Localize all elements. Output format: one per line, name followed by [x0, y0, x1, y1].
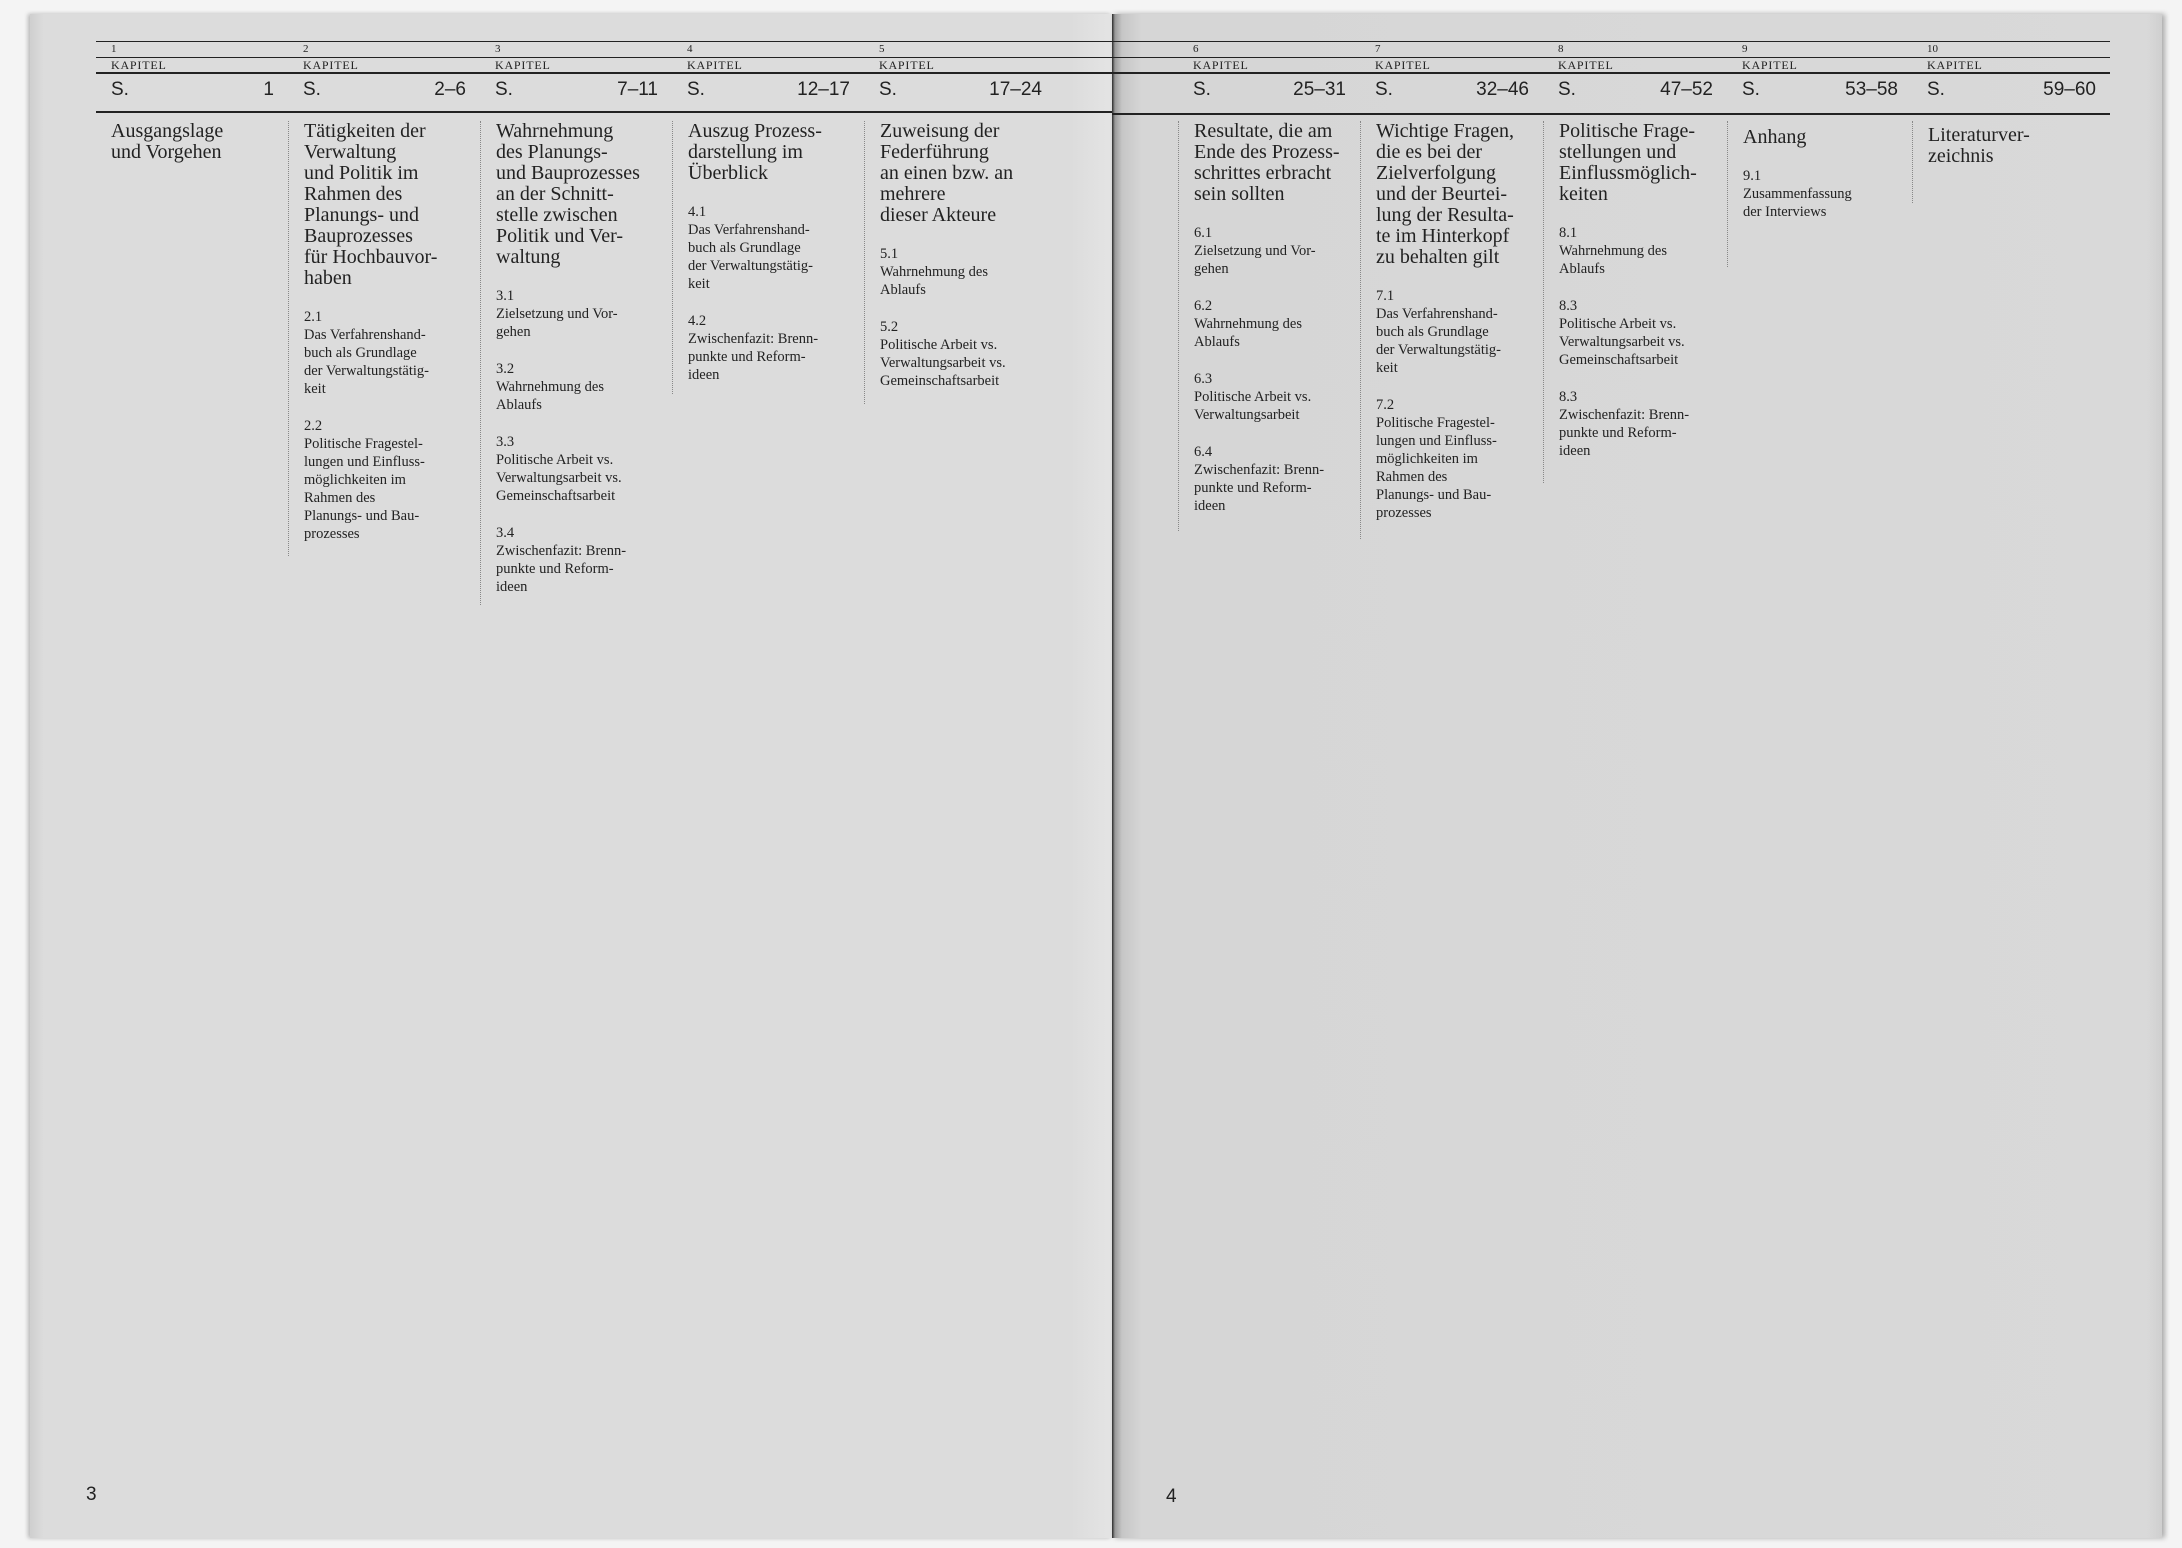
chapter-number: 7: [1375, 43, 1381, 55]
chapter-page-range: S. 1: [111, 79, 274, 100]
chapter-column: [1912, 14, 2110, 1538]
section-entry[interactable]: 7.1 Das Verfahrenshand- buch als Grundlage der Verwaltungstätig- keit: [1376, 288, 1501, 376]
chapter-number: 10: [1927, 43, 1938, 55]
chapter-page-range: S. 53–58: [1742, 79, 1898, 100]
section-entry[interactable]: 3.4 Zwischenfazit: Brenn- punkte und Reform- ideen: [496, 525, 627, 595]
chapter-body: [1178, 121, 1350, 531]
chapter-kapitel-label: KAPITEL: [495, 58, 551, 72]
chapter-number: 8: [1558, 43, 1564, 55]
section-entry[interactable]: 2.1 Das Verfahrenshand- buch als Grundlage der Verwaltungstätig- keit: [304, 309, 429, 397]
chapter-column: [1727, 14, 1912, 1538]
chapter-number: 3: [495, 43, 501, 55]
chapter-page-range: S. 7–11: [495, 79, 658, 100]
chapter-title[interactable]: Anhang: [1743, 126, 1807, 148]
chapter-page-range: S. 47–52: [1558, 79, 1713, 100]
chapter-title[interactable]: Zuweisung der Federführung an einen bzw. an mehrere dieser Akteure: [880, 120, 1014, 226]
chapter-body: [1543, 121, 1707, 483]
chapter-page-range: S. 2–6: [303, 79, 466, 100]
section-entry[interactable]: 8.3 Politische Arbeit vs. Verwaltungsarbeit vs. Gemeinschaftsarbeit: [1559, 298, 1685, 368]
section-entry[interactable]: 8.3 Zwischenfazit: Brenn- punkte und Reform- ideen: [1559, 389, 1690, 459]
chapter-kapitel-label: KAPITEL: [111, 58, 167, 72]
chapter-page-range: S. 17–24: [879, 79, 1042, 100]
chapter-kapitel-label: KAPITEL: [303, 58, 359, 72]
section-entry[interactable]: 2.2 Politische Fragestel- lungen und Einfluss- möglichkeiten im Rahmen des Planungs- und Bau- prozesses: [304, 418, 425, 542]
chapter-column: [288, 14, 480, 1538]
chapter-number: 4: [687, 43, 693, 55]
section-entry[interactable]: 6.2 Wahrnehmung des Ablaufs: [1194, 298, 1302, 350]
chapter-body: [864, 121, 1023, 404]
chapter-kapitel-label: KAPITEL: [687, 58, 743, 72]
section-entry[interactable]: 6.1 Zielsetzung und Vor- gehen: [1194, 225, 1316, 277]
chapter-page-range: S. 32–46: [1375, 79, 1529, 100]
chapter-body: [288, 121, 447, 556]
section-entry[interactable]: 4.2 Zwischenfazit: Brenn- punkte und Reform- ideen: [688, 313, 819, 383]
chapter-title[interactable]: Resultate, die am Ende des Prozess- schrittes erbracht sein sollten: [1194, 120, 1340, 205]
chapter-body: [672, 121, 832, 394]
chapter-column: [1360, 14, 1543, 1538]
chapter-body: [1912, 121, 2040, 203]
chapter-title[interactable]: Auszug Prozess- darstellung im Überblick: [688, 120, 822, 184]
left-page: [30, 14, 1112, 1538]
chapter-title[interactable]: Literaturver- zeichnis: [1928, 124, 2030, 167]
chapter-page-range: S. 59–60: [1927, 79, 2096, 100]
chapter-kapitel-label: KAPITEL: [1193, 58, 1249, 72]
chapter-title[interactable]: Wahrnehmung des Planungs- und Bauprozesses an der Schnitt- stelle zwischen Politik und Ver- waltung: [496, 120, 640, 268]
section-entry[interactable]: 5.1 Wahrnehmung des Ablaufs: [880, 246, 988, 298]
chapter-column: [864, 14, 1112, 1538]
chapter-body: [480, 121, 650, 605]
page-number: 4: [1166, 1486, 1177, 1507]
chapter-body: [1727, 121, 1862, 267]
chapter-body: [96, 121, 233, 163]
section-entry[interactable]: 4.1 Das Verfahrenshand- buch als Grundlage der Verwaltungstätig- keit: [688, 204, 813, 292]
section-entry[interactable]: 6.3 Politische Arbeit vs. Verwaltungsarbeit: [1194, 371, 1312, 423]
chapter-number: 2: [303, 43, 309, 55]
chapter-title[interactable]: Politische Frage- stellungen und Einflussmöglich- keiten: [1559, 120, 1697, 205]
page-number: 3: [86, 1484, 97, 1505]
right-page: [1112, 14, 2162, 1538]
chapter-column: [1178, 14, 1360, 1538]
chapter-body: [1360, 121, 1524, 539]
section-entry[interactable]: 6.4 Zwischenfazit: Brenn- punkte und Reform- ideen: [1194, 444, 1325, 514]
section-entry[interactable]: 3.3 Politische Arbeit vs. Verwaltungsarbeit vs. Gemeinschaftsarbeit: [496, 434, 622, 504]
chapter-page-range: S. 12–17: [687, 79, 850, 100]
chapter-number: 5: [879, 43, 885, 55]
chapter-number: 6: [1193, 43, 1199, 55]
chapter-column: [480, 14, 672, 1538]
chapter-column: [672, 14, 864, 1538]
section-entry[interactable]: 3.1 Zielsetzung und Vor- gehen: [496, 288, 618, 340]
chapter-kapitel-label: KAPITEL: [1558, 58, 1614, 72]
chapter-page-range: S. 25–31: [1193, 79, 1346, 100]
chapter-title[interactable]: Ausgangslage und Vorgehen: [111, 120, 224, 163]
chapter-column: [1543, 14, 1727, 1538]
chapter-title[interactable]: Tätigkeiten der Verwaltung und Politik im Rahmen des Planungs- und Bauprozesses für Hochbauvor- haben: [304, 120, 438, 289]
chapter-number: 9: [1742, 43, 1748, 55]
section-entry[interactable]: 5.2 Politische Arbeit vs. Verwaltungsarbeit vs. Gemeinschaftsarbeit: [880, 319, 1006, 389]
chapter-kapitel-label: KAPITEL: [1927, 58, 1983, 72]
section-entry[interactable]: 3.2 Wahrnehmung des Ablaufs: [496, 361, 604, 413]
chapter-kapitel-label: KAPITEL: [1742, 58, 1798, 72]
section-entry[interactable]: 9.1 Zusammenfassung der Interviews: [1743, 168, 1852, 220]
chapter-title[interactable]: Wichtige Fragen, die es bei der Zielverfolgung und der Beurtei- lung der Resulta- te im Hinterkopf zu behalten gilt: [1376, 120, 1515, 268]
chapter-number: 1: [111, 43, 117, 55]
chapter-kapitel-label: KAPITEL: [879, 58, 935, 72]
section-entry[interactable]: 7.2 Politische Fragestel- lungen und Einfluss- möglichkeiten im Rahmen des Planungs- und Bau- prozesses: [1376, 397, 1497, 521]
chapter-column: [96, 14, 288, 1538]
chapter-kapitel-label: KAPITEL: [1375, 58, 1431, 72]
section-entry[interactable]: 8.1 Wahrnehmung des Ablaufs: [1559, 225, 1667, 277]
